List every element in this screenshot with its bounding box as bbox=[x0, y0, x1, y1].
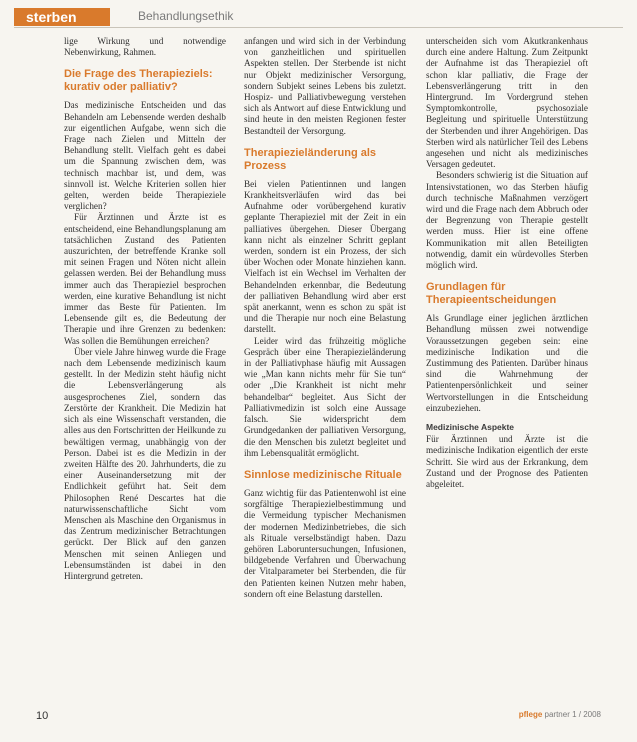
section-tab: sterben bbox=[14, 8, 110, 26]
paragraph: Bei vielen Patientinnen und langen Krankheitsverläufen wird das bei Aufnahme oder vorübergehend kurativ geplante Therapieziel mit der Zeit in ein palliatives übergehen. Dieser Übergang kann nicht als einzelner Schritt geplant werden, sondern ist ein Prozess, der sich über Wochen oder Monate hinziehen kann. Vielfach ist ein Wechsel im Verhalten der Behandelnden erkennbar, die Bedeutung der palliativen Behandlung wird aber erst spät anerkannt, wenn es schon zu spät ist und die Therapie nur noch eine Belastung darstellt. bbox=[244, 178, 406, 335]
section-heading: Grundlagen für Therapieentscheidungen bbox=[426, 281, 557, 307]
page-footer bbox=[0, 700, 637, 742]
paragraph: Besonders schwierig ist die Situation auf Intensivstationen, wo das Sterben häufig durch technische Maßnahmen verzögert wird und die Frage nach dem Abbruch oder der Begrenzung von Therapie gestellt werden muss. Hier ist eine offene Kommunikation mit allen Beteiligten notwendig, damit ein würdevolles Sterben möglich wird. bbox=[426, 170, 588, 271]
paragraph: Als Grundlage einer jeglichen ärztlichen Behandlung müssen zwei notwendige Voraussetzungen gegeben sein: eine medizinische Indikation und die Zustimmung des Patienten. Darüber hinaus sind die Wahrnehmung der Patientenpersönlichkeit und seiner Wertvorstellungen in die Entscheidung einzubeziehen. bbox=[426, 313, 588, 413]
paragraph: anfangen und wird sich in der Verbindung von ganzheitlichen und spirituellen Aspekten stellen. Der Sterbende ist nicht nur Objekt medizinischer Versorgung, sondern Subjekt seines Lebens bis zuletzt. Hospiz- und Palliativbewegung verstehen sich als Antwort auf diese Entwicklung und sind heute in den meisten Regionen fester Bestandteil der Versorgung. bbox=[244, 36, 406, 136]
journal-issue: partner 1 / 2008 bbox=[544, 710, 601, 719]
journal-name bbox=[519, 710, 601, 719]
section-title: Behandlungsethik bbox=[138, 9, 234, 23]
column-1 bbox=[64, 36, 226, 690]
paragraph: Für Ärztinnen und Ärzte ist die medizinische Indikation eigentlich der erste Schritt. Sie wird aus der Erkrankung, dem Zustand und der Prognose des Patienten abgeleitet. bbox=[426, 434, 588, 489]
page-number: 10 bbox=[36, 710, 49, 722]
journal-brand: pflege bbox=[518, 710, 543, 719]
section-heading: Therapiezieländerung als Prozess bbox=[244, 146, 377, 172]
section-heading: Sinnlose medizinische Rituale bbox=[244, 468, 402, 481]
paragraph: Über viele Jahre hinweg wurde die Frage nach dem Lebensende medizinisch kaum gestellt. In der Medizin steht häufig nicht die Lebensverlängerung als ausgesprochenes Ziel, sondern das Zerstörte der Krankheit. Die Medizin hat sich als eine Wissenschaft verstanden, die alles aus den Fortschritten der Heilkunde zu bewältigen vermag, unabhängig von der Person. Dabei ist es die Medizin in der zweiten Hälfte des 20. Jahrhunderts, die zu einer Auseinandersetzung mit der Endlichkeit geführt hat. Seit dem Philosophen René Descartes hat die naturwissenschaftliche Sicht vom Menschen als Maschine den Organismus in das Zentrum medizinischer Betrachtungen gerückt. Der Blick auf den ganzen Menschen mit seinen Anliegen und Lebensumständen ist dabei in den Hintergrund getreten. bbox=[64, 346, 226, 581]
column-3 bbox=[426, 36, 588, 690]
section-heading: Die Frage des Therapieziels: kurativ oder palliativ? bbox=[64, 68, 213, 94]
article-body bbox=[64, 36, 602, 690]
paragraph: Das medizinische Entscheiden und das Behandeln am Lebensende werden deshalb zur eigentlichen Aufgabe, wenn sich die Frage nach Zielen und Mitteln der Behandlung stellt. Vielfach geht es dabei um die Spannung zwischen dem, was technisch machbar ist, und dem, was sinnvoll ist. Welche Kriterien sollen hier gelten, werden beide Therapieziele verglichen? bbox=[64, 100, 226, 212]
header-divider bbox=[14, 27, 623, 28]
sub-heading: Medizinische Aspekte bbox=[426, 422, 515, 433]
paragraph: lige Wirkung und notwendige Nebenwirkung, Rahmen. bbox=[64, 36, 226, 58]
paragraph: Für Ärztinnen und Ärzte ist es entscheidend, eine Behandlungsplanung am tatsächlichen Zustand des Patienten auszurichten, der betreffende Kranke soll mit seinen Fragen und Nöten nicht allein gelassen werden. Bei der Behandlung muss immer auch das Therapieziel besprochen werden, eine kurative Behandlung ist nicht immer das Beste für Patienten. Im Lebensende gilt es, die Bedeutung der Therapie und ihre Grenzen zu bedenken: Was sollen die Bemühungen erreichen? bbox=[64, 212, 226, 346]
paragraph: unterscheiden sich vom Akutkrankenhaus durch eine andere Haltung. Zum Zeitpunkt der Aufnahme ist das Therapieziel oft schon klar palliativ, die Frage der Lebensverlängerung tritt in den Hintergrund. Im Vordergrund stehen Symptomkontrolle, psychosoziale Begleitung und spirituelle Unterstützung der Sterbenden und ihrer Angehörigen. Das Sterben wird als natürlicher Teil des Lebens angesehen und nicht als medizinisches Versagen gedeutet. bbox=[426, 36, 588, 170]
column-2 bbox=[244, 36, 406, 690]
paragraph: Leider wird das frühzeitig mögliche Gespräch über eine Therapiezieländerung in der Palliativphase häufig mit Aussagen wie „Man kann nichts mehr für Sie tun“ oder „Die Krankheit ist nicht mehr behandelbar“ begleitet. Aus Sicht der Palliativmedizin ist solch eine Aussage falsch. Sie widerspricht dem Grundgedanken der palliativen Versorgung, die den Menschen bis zuletzt begleitet und ihm Lebensqualität ermöglicht. bbox=[244, 335, 406, 458]
page-header bbox=[0, 0, 637, 30]
paragraph: Ganz wichtig für das Patientenwohl ist eine sorgfältige Therapiezielbestimmung und die Vermeidung typischer Mechanismen der modernen Medizinbetriebes, die sich als Rituale verselbständigt haben. Dazu gehören Laboruntersuchungen, Infusionen, bildgebende Verfahren und Überwachung der Vitalparameter bei Sterbenden, die für den Patienten keinen Nutzen mehr haben, sondern oft eine Belastung darstellen. bbox=[244, 487, 406, 599]
